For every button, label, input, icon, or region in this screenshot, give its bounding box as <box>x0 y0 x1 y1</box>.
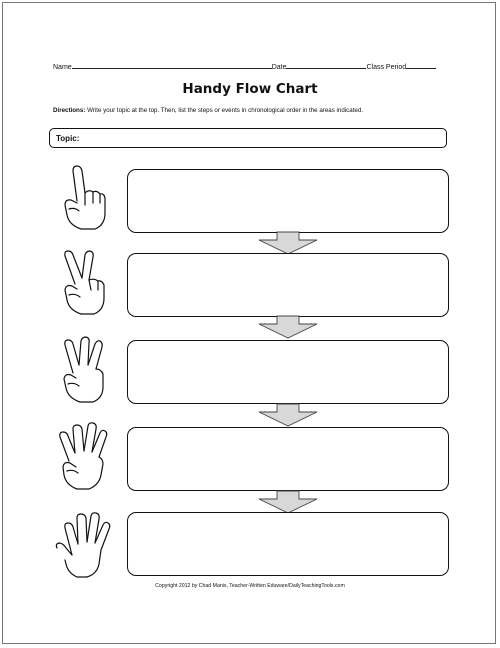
five-finger-hand-icon <box>55 508 117 580</box>
step-box-1[interactable] <box>127 169 449 233</box>
date-label: Date <box>271 64 287 71</box>
step-box-3[interactable] <box>127 340 449 404</box>
two-finger-hand-icon <box>55 248 117 320</box>
down-arrow-icon <box>255 315 321 339</box>
down-arrow-icon <box>255 231 321 255</box>
class-period-label: Class Period <box>366 64 407 71</box>
topic-label: Topic: <box>56 134 80 143</box>
down-arrow-icon <box>255 403 321 427</box>
worksheet-page <box>2 2 496 644</box>
header-line <box>53 61 448 71</box>
step-box-2[interactable] <box>127 253 449 317</box>
page-title: Handy Flow Chart <box>182 81 318 97</box>
down-arrow-icon <box>255 490 321 514</box>
name-field[interactable] <box>72 61 272 69</box>
four-finger-hand-icon <box>55 421 117 493</box>
step-box-4[interactable] <box>127 427 449 491</box>
one-finger-hand-icon <box>55 163 117 235</box>
step-box-5[interactable] <box>127 512 449 576</box>
directions-label: Directions: <box>53 107 86 114</box>
date-field[interactable] <box>286 61 366 69</box>
topic-field[interactable] <box>49 128 447 148</box>
directions <box>53 107 453 114</box>
class-period-field[interactable] <box>406 61 436 69</box>
directions-text: Write your topic at the top. Then, list the steps or events in chronological order in the areas indicated. <box>87 107 364 114</box>
copyright-text: Copyright 2012 by Chad Manis, Teacher-Written Eduware/DailyTeachingTools.com <box>155 583 345 589</box>
three-finger-hand-icon <box>55 335 117 407</box>
name-label: Name <box>53 64 72 71</box>
